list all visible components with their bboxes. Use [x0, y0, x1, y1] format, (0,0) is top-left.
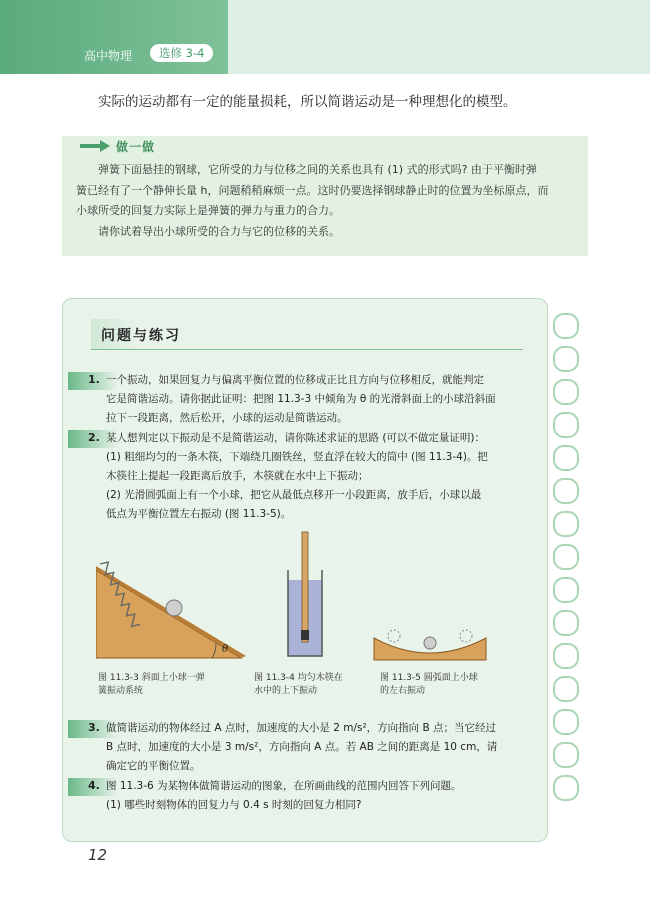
question-line: (2) 光滑圆弧面上有一个小球，把它从最低点移开一小段距离，放手后，小球以最 [106, 489, 482, 501]
header-band-light [228, 0, 650, 74]
ball-left [388, 630, 400, 642]
doit-line: 请你试着导出小球所受的合力与它的位移的关系。 [98, 224, 340, 238]
question-line: 它是简谐运动。请你据此证明：把图 11.3-3 中倾角为 θ 的光滑斜面上的小球沿斜面 [106, 393, 496, 405]
binding-hole [553, 313, 579, 339]
chopstick [302, 532, 308, 642]
figure-caption-2 [254, 672, 343, 698]
figure-caption-1 [98, 672, 205, 698]
binding-hole [553, 511, 579, 537]
binding-hole [553, 775, 579, 801]
ball-center [424, 637, 436, 649]
question-line: 某人想判定以下振动是不是简谐运动，请你陈述求证的思路 (可以不做定量证明)： [106, 432, 486, 444]
question-line: 做简谐运动的物体经过 A 点时，加速度的大小是 2 m/s²，方向指向 B 点；当它经过 [106, 722, 497, 734]
doit-line: 小球所受的回复力实际上是弹簧的弹力与重力的合力。 [76, 204, 340, 217]
binding-hole [553, 742, 579, 768]
figure-caption-3 [380, 672, 478, 698]
question-2 [106, 429, 536, 524]
figure-chopstick [282, 530, 328, 660]
question-4 [106, 777, 536, 815]
doit-top-border [62, 131, 588, 136]
binding-hole [553, 412, 579, 438]
caption-line: 图 11.3-5 圆弧面上小球 [380, 673, 478, 683]
caption-line: 水中的上下振动 [254, 686, 318, 696]
question-line: 图 11.3-6 为某物体做简谐运动的图象，在所画曲线的范围内回答下列问题。 [106, 780, 462, 792]
header-book-badge: 选修 3-4 [150, 44, 213, 62]
binding-hole [553, 544, 579, 570]
question-number: 1. [88, 373, 100, 386]
question-line: B 点时，加速度的大小是 3 m/s²，方向指向 A 点。若 AB 之间的距离是 10 cm，请 [106, 741, 498, 753]
binding-hole [553, 709, 579, 735]
binding-hole [553, 676, 579, 702]
caption-line: 的左右振动 [380, 686, 426, 696]
doit-text [76, 160, 576, 242]
panel-title: 问题与练习 [101, 328, 181, 344]
caption-line: 簧振动系统 [98, 686, 144, 696]
binding-hole [553, 478, 579, 504]
header-subject: 高中物理 [84, 49, 133, 63]
doit-header [80, 137, 155, 155]
ball-right [460, 630, 472, 642]
angle-label: θ [222, 644, 229, 655]
question-line: (1) 粗细均匀的一条木筷，下端绕几圈铁丝，竖直浮在较大的筒中 (图 11.3-4)。把 [106, 451, 488, 463]
question-number: 4. [88, 779, 100, 792]
doit-box [62, 131, 588, 256]
question-line: 低点为平衡位置左右振动 (图 11.3-5)。 [106, 508, 292, 520]
binding-hole [553, 346, 579, 372]
question-number: 3. [88, 721, 100, 734]
doit-line: 簧已经有了一个静伸长量 h，问题稍稍麻烦一点。这时仍要选择钢球静止时的位置为坐标原点，而 [76, 183, 549, 197]
intro-line: 实际的运动都有一定的能量损耗，所以简谐运动是一种理想化的模型。 [98, 94, 517, 110]
page-number: 12 [88, 846, 108, 864]
caption-line: 图 11.3-3 斜面上小球一弹 [98, 673, 205, 683]
ball [166, 600, 182, 616]
question-3 [106, 719, 536, 776]
question-line: 一个振动，如果回复力与偏离平衡位置的位移成正比且方向与位移相反，就能判定 [106, 374, 484, 386]
question-number: 2. [88, 431, 100, 444]
arrow-right-icon [80, 140, 110, 152]
binding-hole [553, 643, 579, 669]
question-line: 拉下一段距离，然后松开，小球的运动是简谐运动。 [106, 412, 348, 424]
panel-title-row [91, 319, 523, 350]
binding-hole [553, 610, 579, 636]
question-line: 确定它的平衡位置。 [106, 760, 201, 772]
figure-incline-spring [96, 548, 246, 660]
binding-hole [553, 379, 579, 405]
iron-wire [301, 630, 309, 640]
caption-line: 图 11.3-4 均匀木筷在 [254, 673, 343, 683]
question-1 [106, 371, 536, 428]
binding-hole [553, 445, 579, 471]
doit-line: 弹簧下面悬挂的钢球，它所受的力与位移之间的关系也具有 (1) 式的形式吗? 由于平衡时弹 [98, 163, 537, 176]
question-line: (1) 哪些时刻物体的回复力与 0.4 s 时刻的回复力相同? [106, 799, 362, 811]
binding-hole [553, 577, 579, 603]
figure-arc-ball [372, 626, 488, 662]
question-line: 木筷往上提起一段距离后放手，木筷就在水中上下振动； [106, 470, 369, 482]
doit-title: 做一做 [116, 139, 156, 154]
